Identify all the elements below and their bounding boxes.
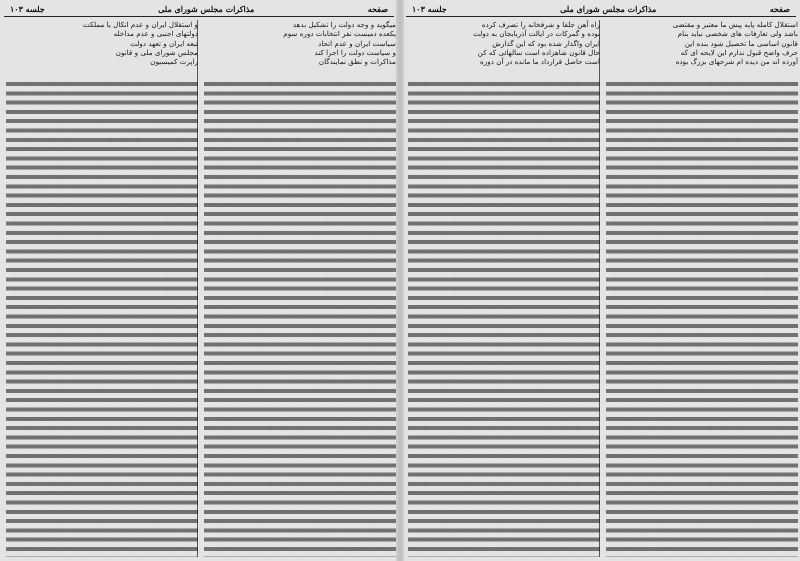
session-number: جلسه ۱۰۳ — [10, 4, 45, 14]
text-line: بوده و گمرکات در ایالت آذربایجان به دولت — [473, 29, 600, 39]
text-line: است حاصل قرارداد ما مانده در آن دوره — [480, 57, 600, 67]
scanned-text-block — [408, 80, 600, 557]
page-title: مذاکرات مجلس شورای ملی — [560, 4, 657, 14]
session-number: جلسه ۱۰۳ — [412, 4, 447, 14]
right-page — [402, 0, 800, 561]
page-header — [4, 2, 394, 17]
scanned-text-block — [606, 80, 798, 557]
text-line: باشد ولی تعارفات های شخصی نباید بنام — [677, 29, 798, 39]
text-line: استقلال کامله پایه پیش ما معتبر و مقتضی — [672, 20, 798, 29]
text-line: مذاکرات و نطق نمایندگان — [318, 57, 396, 67]
text-line: و سیاست دولت را اجرا کند — [314, 47, 396, 57]
text-line: حرف واضح قبول ندارم این لایحه ای که — [680, 47, 798, 57]
text-line: یکعده دمیست نفر انتخابات دوره سوم — [283, 29, 396, 39]
text-line: سیاست ایران و عدم اتحاد — [318, 38, 396, 48]
text-column-left — [6, 20, 198, 557]
scanned-text-block — [204, 80, 396, 557]
page-number-label: صفحه — [367, 4, 388, 14]
text-column-right — [204, 20, 396, 557]
text-line: راه آهن جلفا و شرفخانه را تصرف کرده — [481, 20, 600, 29]
text-line: آورده اند من دیده ام شرحهای بزرگ بوده — [675, 57, 798, 67]
text-column-left — [408, 20, 600, 557]
left-page — [0, 0, 398, 561]
text-line: میگوید و وجه دولت را تشکیل بدهد — [292, 20, 396, 29]
text-line: و استقلال ایران و عدم اتکال با مملکت — [83, 20, 198, 29]
text-column-right — [606, 20, 798, 557]
text-line: قانون اساسی ما تحصیل شود بنده این — [684, 38, 798, 48]
text-line: ایران واگذار شده بود که این گذارش — [492, 38, 600, 48]
text-line: مجلس شورای ملی و قانون — [115, 47, 198, 57]
text-line: تبعه ایران و تعهد دولت — [130, 38, 198, 48]
scanned-text-block — [6, 80, 198, 557]
page-number-label: صفحه — [769, 4, 790, 14]
page-title: مذاکرات مجلس شورای ملی — [158, 4, 255, 14]
page-header — [406, 2, 796, 17]
text-line: راپرت کمیسیون — [150, 57, 198, 67]
text-line: دولتهای اجنبی و عدم مداخله — [113, 29, 198, 39]
text-line: حال قانون شاهزاده است سالهائی که کن — [477, 47, 600, 57]
